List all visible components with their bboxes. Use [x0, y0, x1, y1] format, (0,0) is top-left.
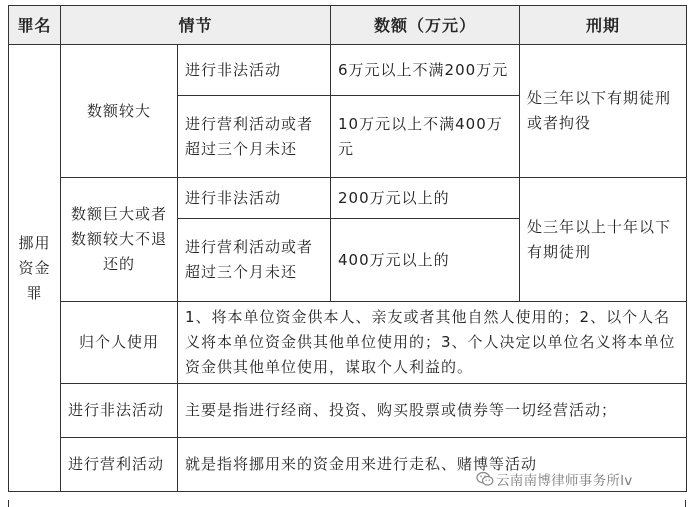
activity-cell: 进行营利活动或者超过三个月未还	[178, 96, 331, 178]
definition-term: 进行非法活动	[61, 384, 178, 438]
activity-cell: 进行非法活动	[178, 178, 331, 219]
watermark	[476, 468, 633, 490]
header-row	[9, 6, 687, 45]
definition-term: 归个人使用	[61, 302, 178, 384]
watermark-text: 云南南博律师事务所lv	[496, 473, 633, 489]
activity-cell: 进行营利活动或者超过三个月未还	[178, 219, 331, 302]
amount-cell: 200万元以上的	[331, 178, 520, 219]
amount-cell: 400万元以上的	[331, 219, 520, 302]
definition-row	[9, 384, 687, 438]
header-crime: 罪名	[9, 6, 61, 45]
header-amount: 数额（万元）	[331, 6, 520, 45]
penalty-cell: 处三年以下有期徒刑或者拘役	[520, 45, 687, 178]
table-row	[9, 45, 687, 96]
crime-name-cell: 挪用资金罪	[9, 45, 61, 492]
crime-penalty-table	[8, 5, 687, 492]
penalty-cell: 处三年以上十年以下有期徒刑	[520, 178, 687, 302]
amount-cell: 6万元以上不满200万元	[331, 45, 520, 96]
definition-text: 1、将本单位资金供本人、亲友或者其他自然人使用的；2、以个人名义将本单位资金供其他单位使用的；3、个人决定以单位名义将本单位资金供其他单位使用，谋取个人利益的。	[178, 302, 687, 384]
activity-cell: 进行非法活动	[178, 45, 331, 96]
group-label: 数额较大	[61, 45, 178, 178]
definition-text: 就是指将挪用来的资金用来进行走私、赌博等活动	[178, 438, 687, 492]
header-circumstance: 情节	[61, 6, 331, 45]
table-bottom-edge	[8, 500, 686, 507]
amount-cell: 10万元以上不满400万元	[331, 96, 520, 178]
header-penalty: 刑期	[520, 6, 687, 45]
group-label: 数额巨大或者数额较大不退还的	[61, 178, 178, 302]
definition-row	[9, 302, 687, 384]
definition-term: 进行营利活动	[61, 438, 178, 492]
table-row	[9, 178, 687, 219]
wechat-logo-icon	[476, 471, 494, 487]
definition-text: 主要是指进行经商、投资、购买股票或债券等一切经营活动；	[178, 384, 687, 438]
